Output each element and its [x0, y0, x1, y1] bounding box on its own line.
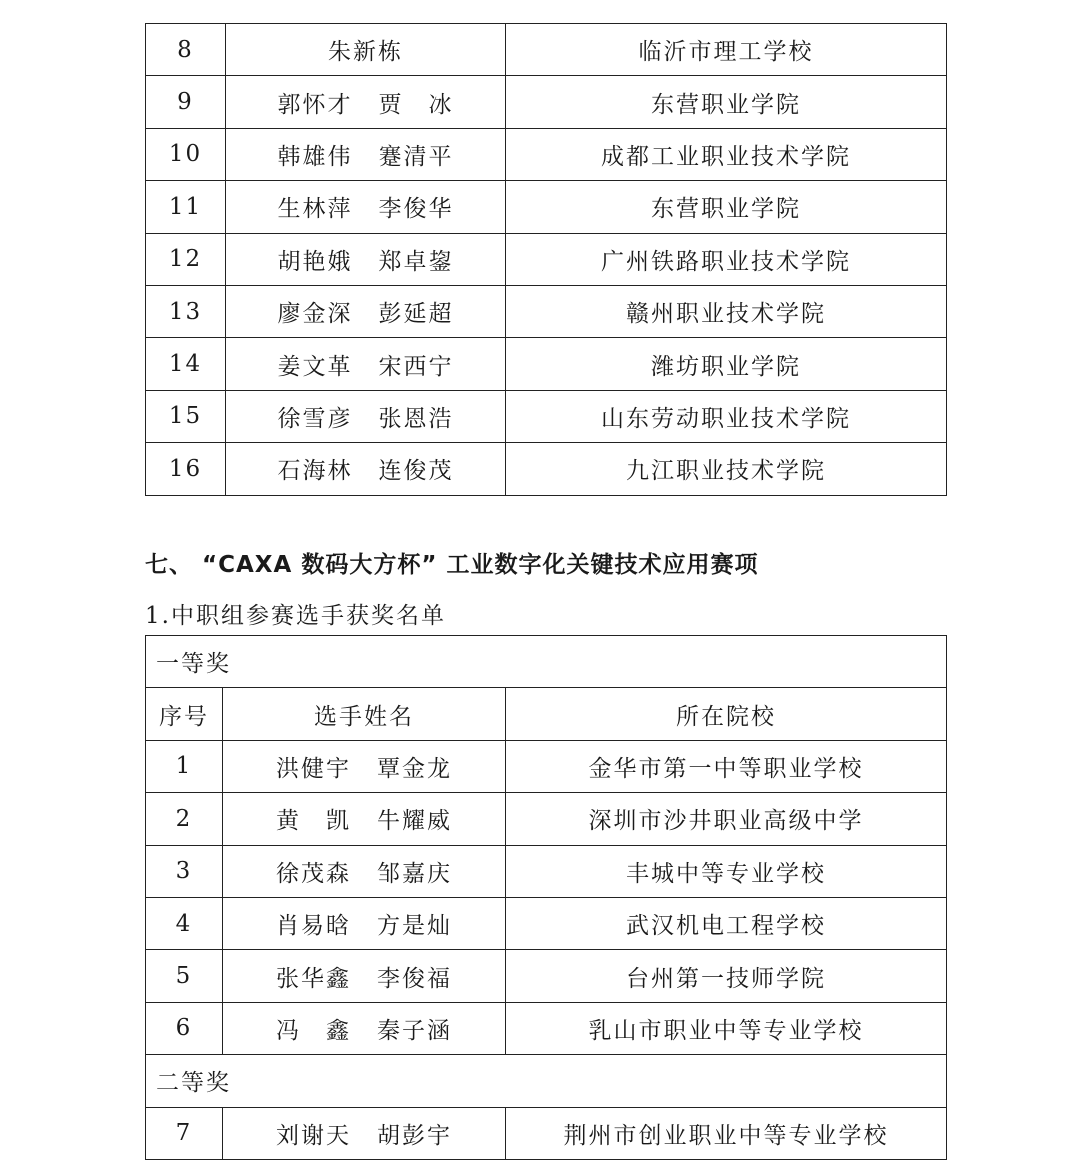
- contestant-names: [223, 1002, 506, 1054]
- contestant-names: [226, 233, 506, 285]
- row-number: 3: [146, 845, 223, 897]
- school-name: 广州铁路职业技术学院: [506, 233, 947, 285]
- school-name: 赣州职业技术学院: [506, 285, 947, 337]
- contestant-names: [226, 285, 506, 337]
- contestant-names: [226, 390, 506, 442]
- school-name: 荆州市创业职业中等专业学校: [506, 1107, 947, 1159]
- contestant-names: [223, 793, 506, 845]
- contestant-names: [223, 845, 506, 897]
- row-number: 11: [146, 181, 226, 233]
- table-row: [146, 845, 947, 897]
- row-number: 12: [146, 233, 226, 285]
- table-row: [146, 24, 947, 76]
- table-row: [146, 793, 947, 845]
- contestant-name-1: 洪健宇: [276, 755, 351, 782]
- contestant-names: [226, 76, 506, 128]
- contestant-name-1: 廖金深: [277, 301, 353, 328]
- contestant-name-2: 李俊华: [378, 196, 454, 223]
- contestant-name-2: 连俊茂: [378, 458, 454, 485]
- school-name: 乳山市职业中等专业学校: [506, 1002, 947, 1054]
- school-name: 东营职业学院: [506, 181, 947, 233]
- contestant-name-2: 方是灿: [377, 913, 452, 940]
- row-number: 15: [146, 390, 226, 442]
- contestant-name-2: 邹嘉庆: [377, 860, 452, 887]
- contestant-name-2: 郑卓鋆: [378, 248, 454, 275]
- contestant-name-1: 韩雄伟: [277, 143, 353, 170]
- contestant-name-2: 宋西宁: [378, 353, 454, 380]
- school-name: 深圳市沙井职业高级中学: [506, 793, 947, 845]
- contestant-name-2: 覃金龙: [377, 755, 452, 782]
- contestant-name-2: 牛耀威: [377, 808, 452, 835]
- table-row: [146, 181, 947, 233]
- row-number: 10: [146, 128, 226, 180]
- school-name: 临沂市理工学校: [506, 24, 947, 76]
- row-number: 4: [146, 897, 223, 949]
- row-number: 14: [146, 338, 226, 390]
- school-name: 武汉机电工程学校: [506, 897, 947, 949]
- contestant-names: [226, 338, 506, 390]
- school-name: 山东劳动职业技术学院: [506, 390, 947, 442]
- contestant-name-1: 朱新栋: [328, 39, 403, 66]
- contestant-names: [226, 443, 506, 495]
- contestant-name-2: 秦子涵: [377, 1017, 452, 1044]
- table-row: [146, 1002, 947, 1054]
- contestant-name-2: 贾 冰: [378, 91, 454, 118]
- contestant-names: [223, 950, 506, 1002]
- header-school: 所在院校: [506, 688, 947, 740]
- row-number: 2: [146, 793, 223, 845]
- header-row: [146, 688, 947, 740]
- table-row: [146, 233, 947, 285]
- school-name: 潍坊职业学院: [506, 338, 947, 390]
- section-heading: 七、 “CAXA 数码大方杯” 工业数字化关键技术应用赛项: [145, 552, 759, 578]
- contestant-names: [226, 24, 506, 76]
- row-number: 9: [146, 76, 226, 128]
- row-number: 13: [146, 285, 226, 337]
- table-row: [146, 390, 947, 442]
- award-row-first: [146, 636, 947, 688]
- contestant-name-1: 徐雪彦: [277, 405, 353, 432]
- table-row: [146, 128, 947, 180]
- contestant-name-1: 肖易晗: [276, 913, 351, 940]
- row-number: 8: [146, 24, 226, 76]
- contestant-name-1: 姜文革: [277, 353, 353, 380]
- secondary-group-winners-table: [145, 635, 947, 1160]
- contestant-name-1: 石海林: [277, 458, 353, 485]
- table-row: [146, 285, 947, 337]
- school-name: 东营职业学院: [506, 76, 947, 128]
- table-row: [146, 443, 947, 495]
- contestant-name-2: 蹇清平: [378, 143, 454, 170]
- contestant-name-1: 刘谢天: [276, 1122, 351, 1149]
- school-name: 丰城中等专业学校: [506, 845, 947, 897]
- table-row: [146, 76, 947, 128]
- row-number: 16: [146, 443, 226, 495]
- winners-table-continued: [145, 23, 947, 496]
- contestant-names: [223, 1107, 506, 1159]
- header-no: 序号: [146, 688, 223, 740]
- award-label-first: 一等奖: [146, 636, 947, 688]
- school-name: 成都工业职业技术学院: [506, 128, 947, 180]
- section-subheading: 1.中职组参赛选手获奖名单: [145, 603, 446, 629]
- award-label-second: 二等奖: [146, 1055, 947, 1107]
- table-row: [146, 897, 947, 949]
- school-name: 金华市第一中等职业学校: [506, 740, 947, 792]
- school-name: 九江职业技术学院: [506, 443, 947, 495]
- row-number: 6: [146, 1002, 223, 1054]
- table-row: [146, 1107, 947, 1159]
- row-number: 7: [146, 1107, 223, 1159]
- contestant-name-2: 李俊福: [377, 965, 452, 992]
- contestant-names: [226, 128, 506, 180]
- contestant-names: [223, 740, 506, 792]
- contestant-name-2: 彭延超: [378, 301, 454, 328]
- table-row: [146, 338, 947, 390]
- contestant-name-2: 胡彭宇: [377, 1122, 452, 1149]
- row-number: 5: [146, 950, 223, 1002]
- contestant-name-1: 生林萍: [277, 196, 353, 223]
- row-number: 1: [146, 740, 223, 792]
- contestant-names: [226, 181, 506, 233]
- contestant-name-1: 胡艳娥: [277, 248, 353, 275]
- table-row: [146, 740, 947, 792]
- contestant-names: [223, 897, 506, 949]
- award-row-second: [146, 1055, 947, 1107]
- school-name: 台州第一技师学院: [506, 950, 947, 1002]
- header-name: 选手姓名: [223, 688, 506, 740]
- table-row: [146, 950, 947, 1002]
- contestant-name-1: 黄 凯: [276, 808, 351, 835]
- contestant-name-1: 张华鑫: [276, 965, 351, 992]
- contestant-name-1: 冯 鑫: [276, 1017, 351, 1044]
- contestant-name-2: 张恩浩: [378, 405, 454, 432]
- contestant-name-1: 徐茂森: [276, 860, 351, 887]
- contestant-name-1: 郭怀才: [277, 91, 353, 118]
